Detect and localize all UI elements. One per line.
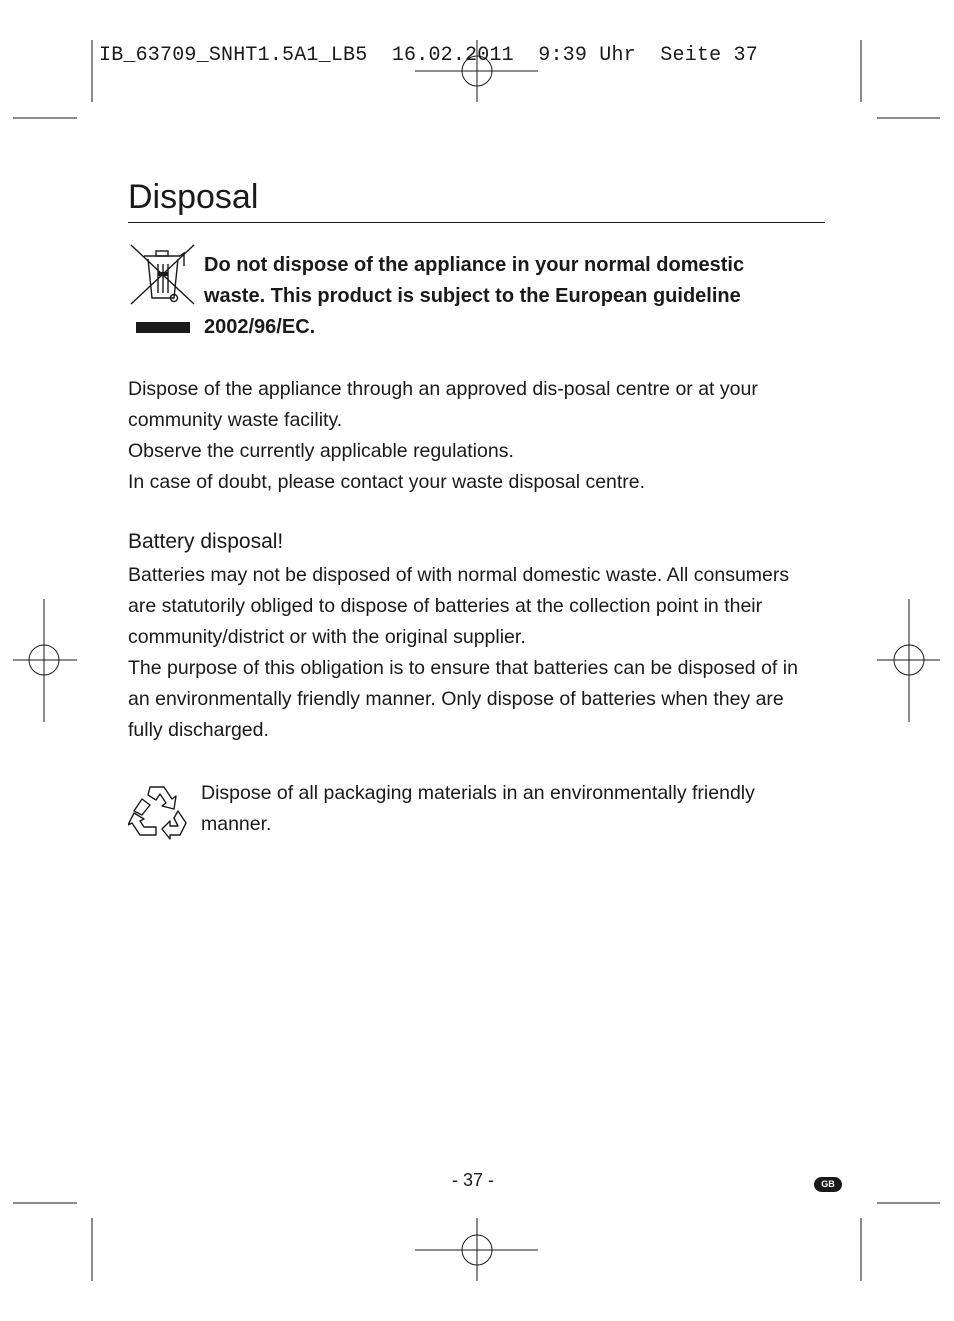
text-line: The purpose of this obligation is to ensure that batteries can be disposed of in	[128, 657, 798, 679]
weee-warning	[204, 250, 804, 343]
crossed-out-wheelie-bin-icon	[128, 242, 196, 338]
text-line: Observe the currently applicable regulations.	[128, 440, 514, 462]
text-line: Batteries may not be disposed of with normal domestic waste. All consumers	[128, 564, 790, 586]
page-number: - 37 -	[452, 1170, 495, 1190]
text-line: manner.	[201, 813, 272, 835]
text-line: Do not dispose of the appliance in your normal domestic	[204, 254, 745, 276]
text-line: an environmentally friendly manner. Only dispose of batteries when they are	[128, 688, 784, 710]
text-line: Dispose of all packaging materials in an environmentally friendly	[201, 782, 755, 804]
page-title: Disposal	[128, 178, 259, 216]
text-line: fully discharged.	[128, 719, 269, 741]
text-line: community waste facility.	[128, 409, 343, 431]
text-line: waste. This product is subject to the European guideline	[204, 285, 741, 307]
text-line: are statutorily obliged to dispose of batteries at the collection point in their	[128, 595, 763, 617]
language-badge: GB	[814, 1177, 842, 1192]
packaging-disposal-text	[201, 778, 821, 840]
text-line: community/district or with the original supplier.	[128, 626, 526, 648]
text-line: Dispose of the appliance through an approved dis-posal centre or at your	[128, 378, 758, 400]
title-divider	[128, 222, 825, 223]
battery-disposal-text	[128, 560, 828, 746]
text-line: In case of doubt, please contact your waste disposal centre.	[128, 471, 646, 493]
battery-disposal-heading: Battery disposal!	[128, 530, 284, 553]
text-line: 2002/96/EC.	[204, 316, 316, 338]
print-header: IB_63709_SNHT1.5A1_LB5 16.02.2011 9:39 Uhr Seite 37	[99, 44, 758, 67]
recycling-symbol-icon	[128, 781, 192, 841]
disposal-instructions	[128, 374, 828, 498]
